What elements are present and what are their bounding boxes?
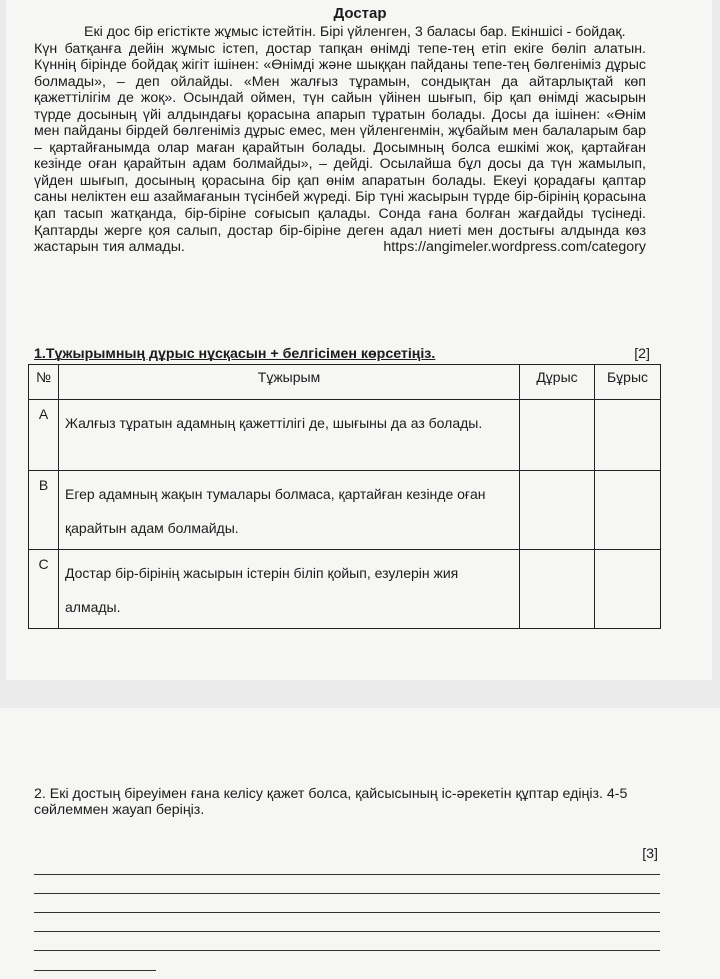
story-text xyxy=(34,24,646,256)
question-1 xyxy=(34,346,650,362)
question-1-label: 1.Тұжырымның дұрыс нұсқасын + белгісімен көрсетіңіз. xyxy=(34,346,436,362)
answer-false-cell[interactable] xyxy=(595,400,661,471)
answer-false-cell[interactable] xyxy=(595,471,661,550)
story-paragraph-1: Екі дос бір егістікте жұмыс істейтін. Бірі үйленген, 3 баласы бар. Екіншісі - бойдақ. xyxy=(84,24,626,40)
row-statement: Егер адамның жақын тумалары болмаса, қартайған кезінде оған қарайтын адам болмайды. xyxy=(59,471,520,550)
question-2-points: [3] xyxy=(642,846,658,862)
answer-line[interactable] xyxy=(34,950,660,951)
answer-true-cell[interactable] xyxy=(520,471,595,550)
row-statement: Достар бір-бірінің жасырын істерін біліп қойып, езулерін жия алмады. xyxy=(59,550,520,629)
answer-line[interactable] xyxy=(34,931,660,932)
header-false: Бұрыс xyxy=(595,365,661,400)
question-2-text: 2. Екі достың біреуімен ғана келісу қажет болса, қайсысының іс-әрекетін құптар едіңіз. 4-5 сөйлеммен жауап беріңіз. xyxy=(34,786,628,818)
story-paragraph-2: Күн батқанға дейін жұмыс істеп, достар тапқан өнімді тепе-тең етіп екіге бөліп алатын. Күннің бірінде бойдақ жігіт ішінен: «Өнімді және шыққан пайданы тепе-тең бөлгеніміз дұрыс болмады», – деп ойлайды. «Мен жалғыз тұрамын, сондықтан да айтарлықтай көп қажеттілігім де жоқ». Осындай оймен, түн сайын үйінен шығып, бір қап өнімді жасырын түрде досының үйі алдындағы қорасына апарып тұратын болады. Досы да ішінен: «Өнім мен пайданы бірдей бөлгеніміз дұрыс емес, мен үйленгенмін, жұбайым мен балаларым бар – қартайғанымда олар маған қарайтын болады. Досымның болса ешкімі жоқ, қартайған кезінде оған қарайтын адам болмайды», – дейді. Осылайша бұл досы да түн жамылып, үйден шығып, досының қорасына бір қап өнім апаратын болады. Екеуі қорадағы қаптар саны неліктен еш азаймағанын түсінбей жүреді. Бір түні жасырын түрде бір-бірінің қорасына қап тасып жатқанда, бір-біріне соғысып қалады. Сонда ғана болған жағдайды түсінеді. Қаптарды жерге қоя салып, достар бір-біріне деген адал ниеті мен достығы алдында көз жастарын тия алмады. xyxy=(34,40,646,256)
header-true: Дұрыс xyxy=(520,365,595,400)
row-letter: A xyxy=(29,400,59,471)
source-url: https://angimeler.wordpress.com/category xyxy=(383,239,646,256)
row-statement: Жалғыз тұратын адамның қажеттілігі де, шығыны да аз болады. xyxy=(59,400,520,471)
header-statement: Тұжырым xyxy=(59,365,520,400)
table-header-row xyxy=(29,365,661,400)
table-row xyxy=(29,400,661,471)
statements-table xyxy=(28,364,661,629)
row-letter: B xyxy=(29,471,59,550)
answer-line-short[interactable] xyxy=(34,970,156,971)
table-row xyxy=(29,471,661,550)
worksheet-page-2 xyxy=(0,708,720,979)
header-number: № xyxy=(29,365,59,400)
answer-true-cell[interactable] xyxy=(520,400,595,471)
answer-false-cell[interactable] xyxy=(595,550,661,629)
story-title: Достар xyxy=(333,5,387,22)
table-row xyxy=(29,550,661,629)
question-2 xyxy=(34,786,658,862)
answer-line[interactable] xyxy=(34,874,660,875)
answer-line[interactable] xyxy=(34,893,660,894)
question-1-points: [2] xyxy=(634,346,650,362)
answer-line[interactable] xyxy=(34,912,660,913)
answer-true-cell[interactable] xyxy=(520,550,595,629)
row-letter: C xyxy=(29,550,59,629)
